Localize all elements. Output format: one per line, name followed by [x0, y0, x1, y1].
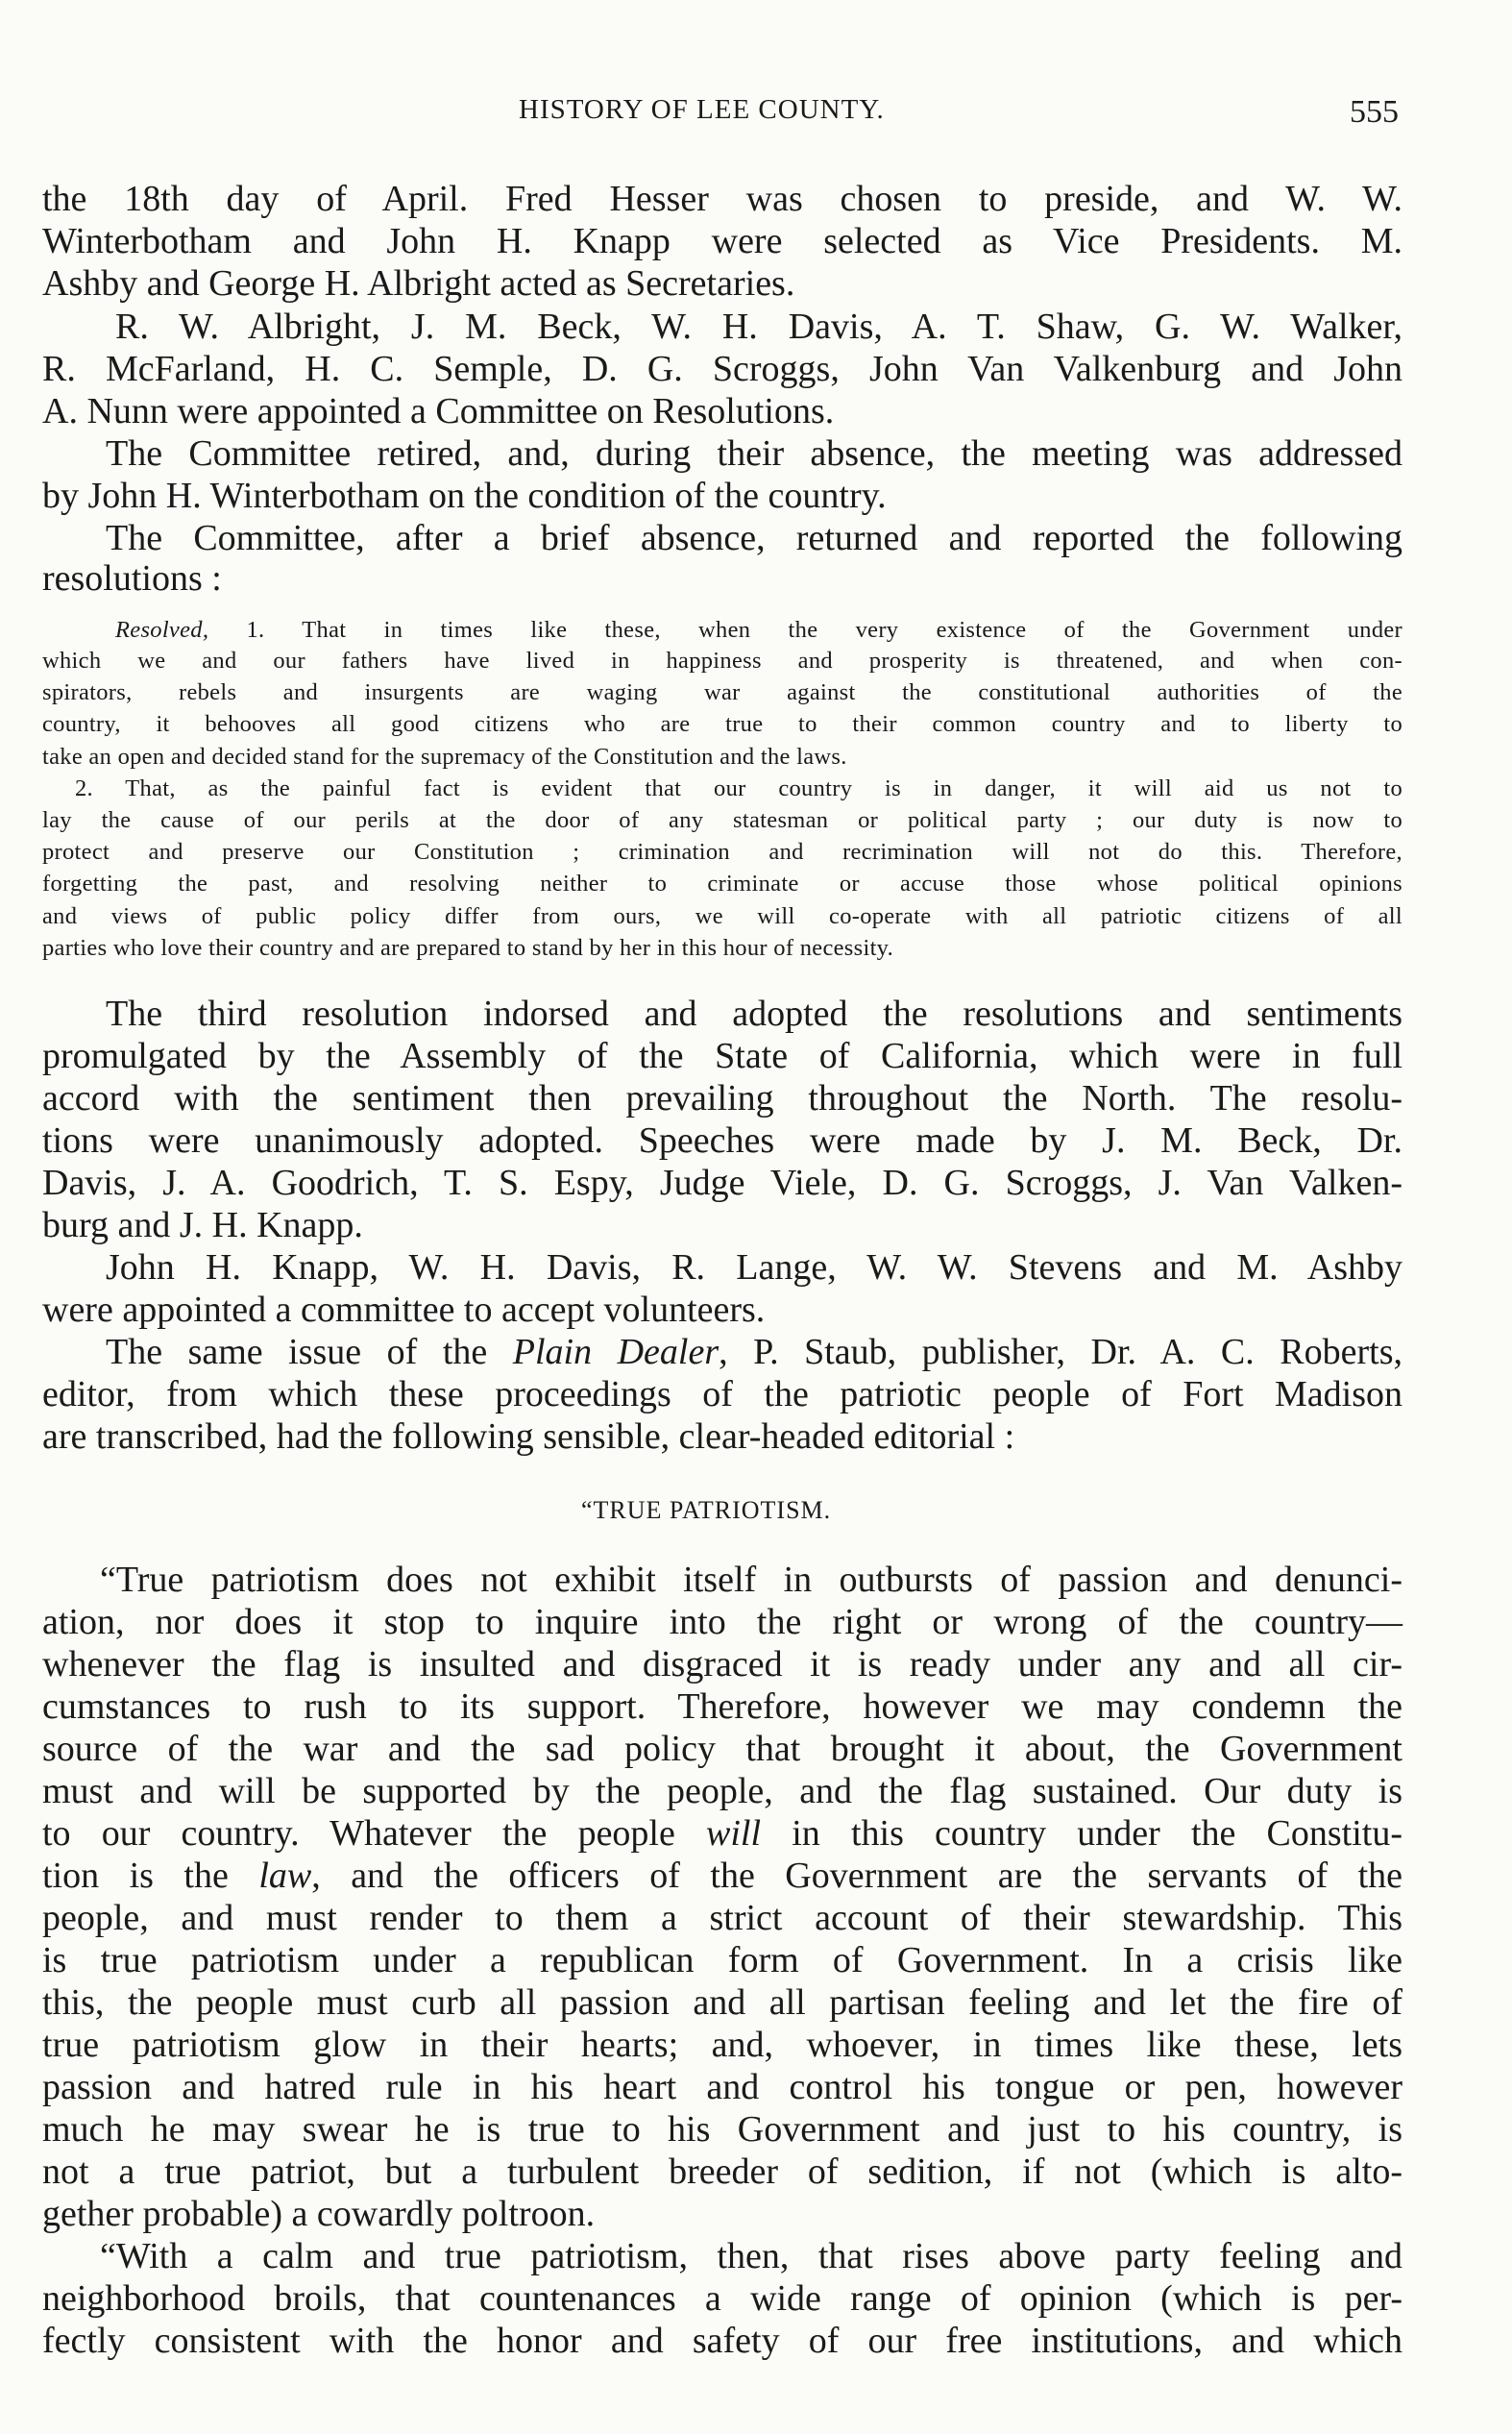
body-line: Winterbotham and John H. Knapp were selected as Vice Presidents. M.	[42, 221, 1402, 261]
resolution-line: which we and our fathers have lived in happiness and prosperity is threatened, and when con-	[42, 648, 1402, 674]
body-line: were appointed a committee to accept volunteers.	[42, 1290, 766, 1330]
body-line	[106, 1331, 1402, 1373]
body-line: John H. Knapp, W. H. Davis, R. Lange, W. W. Stevens and M. Ashby	[106, 1247, 1402, 1288]
body-line: Ashby and George H. Albright acted as Secretaries.	[42, 263, 795, 304]
editorial-line: true patriotism glow in their hearts; and, whoever, in times like these, lets	[42, 2025, 1402, 2065]
body-line: the 18th day of April. Fred Hesser was chosen to preside, and W. W.	[42, 179, 1402, 219]
body-line: The third resolution indorsed and adopted the resolutions and sentiments	[106, 994, 1402, 1034]
body-line: by John H. Winterbotham on the condition of the country.	[42, 476, 887, 516]
editorial-line: cumstances to rush to its support. Therefore, however we may condemn the	[42, 1686, 1402, 1727]
body-line: burg and J. H. Knapp.	[42, 1205, 363, 1245]
editorial-line: ation, nor does it stop to inquire into the right or wrong of the country—	[42, 1602, 1402, 1642]
editorial-line: is true patriotism under a republican form of Government. In a crisis like	[42, 1940, 1402, 1980]
resolution-line: lay the cause of our perils at the door of any statesman or political party ; our duty is now to	[42, 807, 1402, 833]
editorial-line: fectly consistent with the honor and safety of our free institutions, and which	[42, 2321, 1402, 2361]
resolution-line: parties who love their country and are prepared to stand by her in this hour of necessity.	[42, 935, 894, 961]
text-run: to our country. Whatever the people	[42, 1813, 707, 1854]
text-run: tion is the	[42, 1856, 259, 1896]
body-line: accord with the sentiment then prevailing throughout the North. The resolu-	[42, 1078, 1402, 1119]
editorial-line: much he may swear he is true to his Government and just to his country, is	[42, 2109, 1402, 2150]
resolution-text: 1. That in times like these, when the very existence of the Government under	[208, 617, 1402, 643]
editorial-line: people, and must render to them a strict account of their stewardship. This	[42, 1898, 1402, 1938]
resolution-line: 2. That, as the painful fact is evident that our country is in danger, it will aid us not to	[75, 775, 1402, 801]
editorial-line: neighborhood broils, that countenances a wide range of opinion (which is per-	[42, 2278, 1402, 2319]
editorial-line: “With a calm and true patriotism, then, that rises above party feeling and	[100, 2236, 1402, 2276]
text-run: in this country under the Constitu-	[761, 1813, 1402, 1854]
newspaper-title: Plain Dealer	[512, 1332, 719, 1372]
editorial-line: this, the people must curb all passion and all partisan feeling and let the fire of	[42, 1982, 1402, 2023]
editorial-line	[42, 1812, 1402, 1855]
editorial-line	[42, 1855, 1402, 1897]
body-line: R. W. Albright, J. M. Beck, W. H. Davis, A. T. Shaw, G. W. Walker,	[115, 307, 1402, 347]
editorial-line: not a true patriot, but a turbulent breeder of sedition, if not (which is alto-	[42, 2151, 1402, 2192]
resolution-line: and views of public policy differ from ours, we will co-operate with all patriotic citizens of all	[42, 903, 1402, 929]
body-line: R. McFarland, H. C. Semple, D. G. Scroggs, John Van Valkenburg and John	[42, 349, 1402, 389]
running-head: HISTORY OF LEE COUNTY.	[519, 94, 885, 125]
editorial-line: gether probable) a cowardly poltroon.	[42, 2194, 596, 2234]
editorial-line: passion and hatred rule in his heart and control his tongue or pen, however	[42, 2067, 1402, 2107]
resolution-line: take an open and decided stand for the supremacy of the Constitution and the laws.	[42, 744, 847, 770]
body-line: tions were unanimously adopted. Speeches were made by J. M. Beck, Dr.	[42, 1120, 1402, 1161]
resolution-line	[115, 617, 1402, 644]
body-line: The Committee, after a brief absence, returned and reported the following	[106, 518, 1402, 558]
text-run: , P. Staub, publisher, Dr. A. C. Roberts,	[719, 1332, 1402, 1372]
editorial-line: “True patriotism does not exhibit itself in outbursts of passion and denunci-	[100, 1560, 1402, 1600]
editorial-line: must and will be supported by the people, and the flag sustained. Our duty is	[42, 1771, 1402, 1811]
body-line: promulgated by the Assembly of the State of California, which were in full	[42, 1036, 1402, 1076]
body-line: A. Nunn were appointed a Committee on Resolutions.	[42, 391, 835, 431]
resolution-line: country, it behooves all good citizens who are true to their common country and to liberty to	[42, 711, 1402, 737]
editorial-line: whenever the flag is insulted and disgraced it is ready under any and all cir-	[42, 1644, 1402, 1684]
body-line: editor, from which these proceedings of the patriotic people of Fort Madison	[42, 1374, 1402, 1414]
section-heading: “TRUE PATRIOTISM.	[581, 1496, 832, 1524]
resolution-line: protect and preserve our Constitution ; crimination and recrimination will not do this. Therefore,	[42, 839, 1402, 865]
body-line: resolutions :	[42, 558, 222, 599]
resolved-label: Resolved,	[115, 617, 209, 643]
text-run: , and the officers of the Government are the servants of the	[311, 1856, 1403, 1896]
text-run: The same issue of the	[106, 1332, 513, 1372]
body-line: Davis, J. A. Goodrich, T. S. Espy, Judge Viele, D. G. Scroggs, J. Van Valken-	[42, 1163, 1402, 1203]
body-line: The Committee retired, and, during their absence, the meeting was addressed	[106, 433, 1402, 474]
resolution-line: forgetting the past, and resolving neither to criminate or accuse those whose political opinions	[42, 871, 1402, 897]
editorial-line: source of the war and the sad policy that brought it about, the Government	[42, 1729, 1402, 1769]
page-number: 555	[1350, 94, 1399, 130]
body-line: are transcribed, had the following sensible, clear-headed editorial :	[42, 1416, 1015, 1457]
emphasis: will	[706, 1813, 762, 1854]
resolution-line: spirators, rebels and insurgents are waging war against the constitutional authorities of the	[42, 679, 1402, 705]
emphasis: law	[258, 1856, 312, 1896]
